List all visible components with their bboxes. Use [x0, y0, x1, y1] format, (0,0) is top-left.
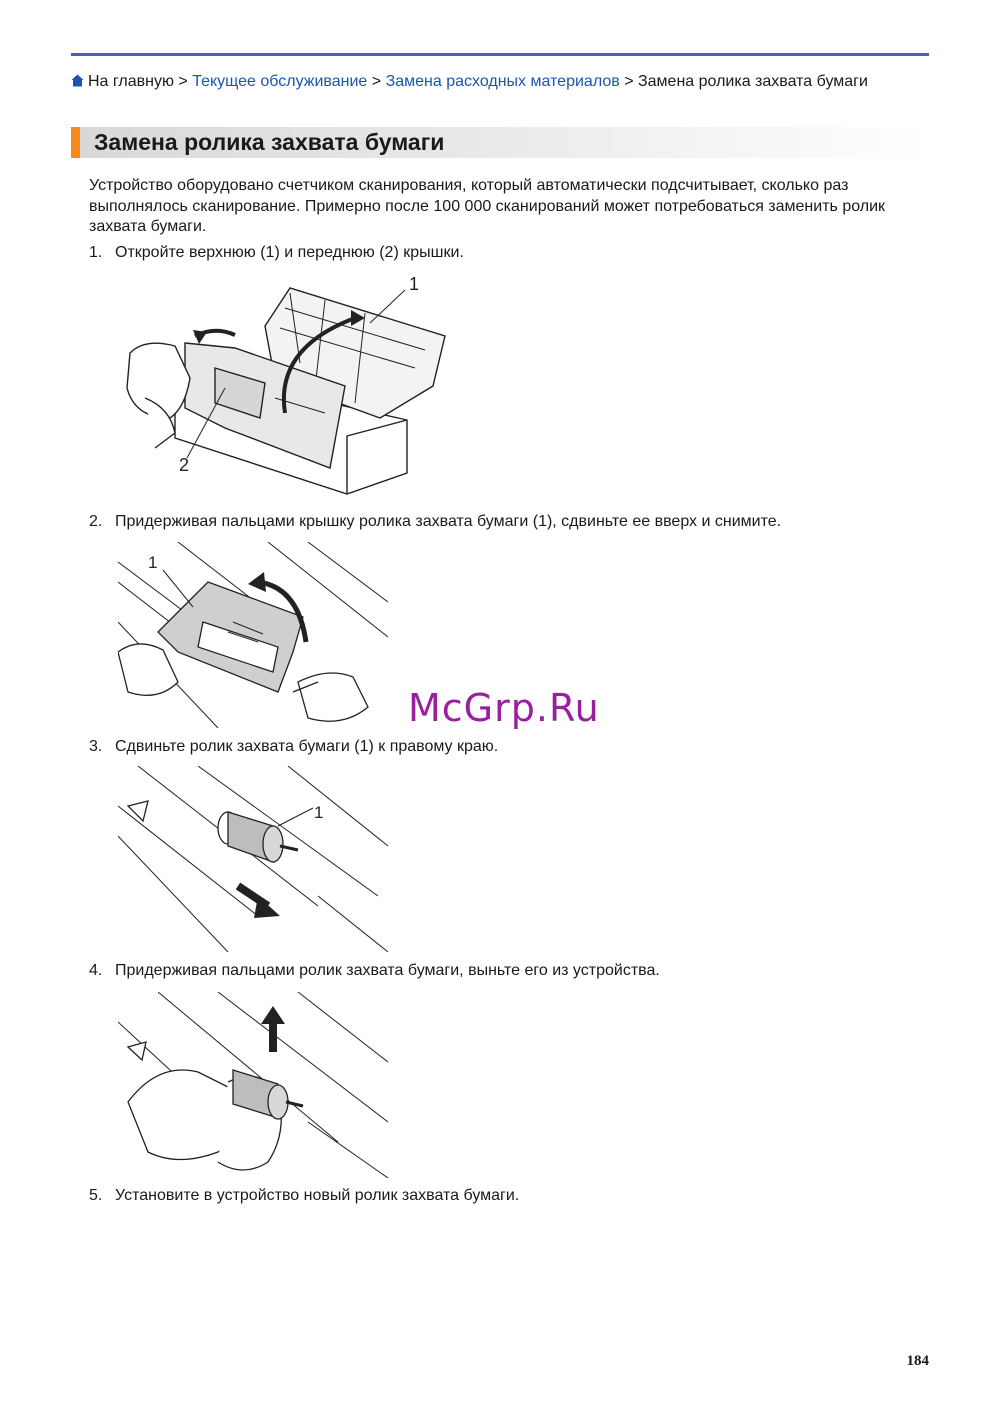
step-text: Сдвиньте ролик захвата бумаги (1) к правому краю. — [115, 738, 499, 755]
step-number: 2. — [89, 513, 103, 530]
figure-open-covers — [115, 268, 455, 500]
figure-slide-roller — [118, 766, 388, 952]
breadcrumb-separator: > — [178, 73, 188, 90]
fig1-label-front: 2 — [179, 455, 190, 475]
step-1 — [89, 243, 464, 263]
step-text: Откройте верхнюю (1) и переднюю (2) крышки. — [115, 244, 464, 261]
step-text: Придерживая пальцами крышку ролика захвата бумаги (1), сдвиньте ее вверх и снимите. — [115, 513, 782, 530]
top-rule — [71, 53, 929, 56]
step-number: 4. — [89, 962, 103, 979]
step-3 — [89, 737, 498, 757]
figure-remove-cover — [118, 542, 388, 728]
step-2 — [89, 512, 781, 532]
breadcrumb-current: Замена ролика захвата бумаги — [637, 73, 868, 90]
breadcrumb-separator: > — [371, 73, 382, 90]
watermark: McGrp.Ru — [408, 686, 600, 730]
fig2-label: 1 — [148, 553, 158, 572]
breadcrumb-home[interactable]: На главную — [88, 73, 174, 90]
page-title: Замена ролика захвата бумаги — [94, 129, 445, 155]
step-text: Придерживая пальцами ролик захвата бумаги, выньте его из устройства. — [115, 962, 660, 979]
fig1-label-top: 1 — [409, 274, 420, 294]
title-bar — [71, 127, 929, 158]
step-number: 3. — [89, 738, 103, 755]
step-5 — [89, 1186, 519, 1206]
home-icon[interactable] — [71, 74, 84, 87]
fig3-label: 1 — [314, 803, 324, 822]
step-number: 1. — [89, 244, 103, 261]
step-4 — [89, 961, 660, 981]
breadcrumb-link-maintenance[interactable]: Текущее обслуживание — [192, 73, 368, 90]
breadcrumb-link-consumables[interactable]: Замена расходных материалов — [385, 73, 620, 90]
step-number: 5. — [89, 1187, 103, 1204]
intro-paragraph: Устройство оборудовано счетчиком сканирования, который автоматически подсчитывает, сколько раз выполнялось сканирование. Примерно после 100 000 сканирований может потребоваться заменить ролик захвата бумаги. — [89, 177, 886, 235]
title-accent — [71, 127, 80, 158]
page-number: 184 — [906, 1353, 929, 1369]
breadcrumb — [71, 71, 929, 92]
breadcrumb-separator: > — [624, 73, 634, 90]
step-text: Установите в устройство новый ролик захвата бумаги. — [115, 1187, 520, 1204]
figure-remove-roller — [118, 992, 388, 1178]
